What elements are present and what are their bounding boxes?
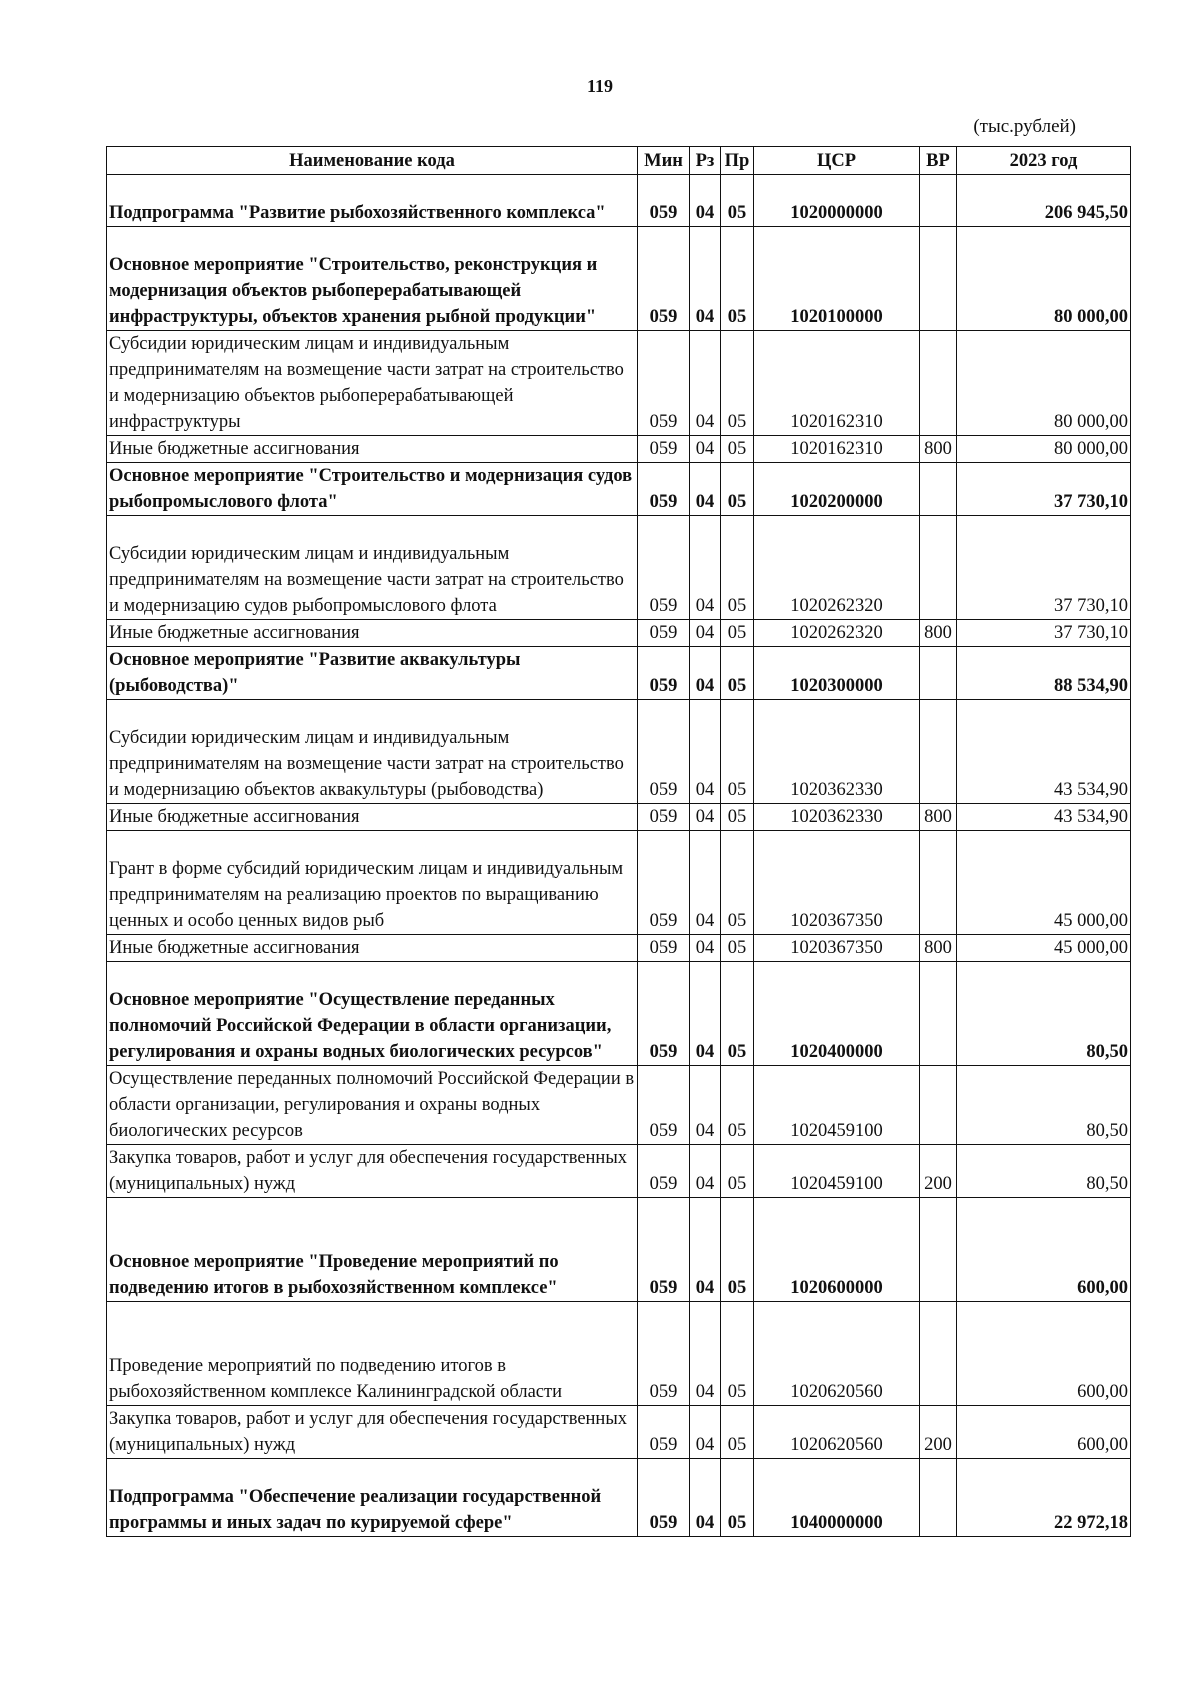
row-pr: 05 <box>721 1302 754 1406</box>
row-rz: 04 <box>690 1198 721 1302</box>
row-pr: 05 <box>721 1459 754 1537</box>
row-csr: 1020367350 <box>754 935 920 962</box>
row-name: Грант в форме субсидий юридическим лицам и индивидуальным предпринимателям на реализацию проектов по выращиванию ценных и особо ценных видов рыб <box>107 831 638 935</box>
table-row <box>107 647 1131 700</box>
table-row <box>107 700 1131 804</box>
row-rz: 04 <box>690 804 721 831</box>
row-vr: 200 <box>920 1145 957 1198</box>
header-pr: Пр <box>721 147 754 175</box>
row-csr: 1020000000 <box>754 175 920 227</box>
header-vr: ВР <box>920 147 957 175</box>
row-rz: 04 <box>690 331 721 436</box>
row-pr: 05 <box>721 620 754 647</box>
table-row <box>107 175 1131 227</box>
row-min: 059 <box>638 175 690 227</box>
row-min: 059 <box>638 1302 690 1406</box>
row-sum: 37 730,10 <box>957 516 1131 620</box>
row-vr: 800 <box>920 935 957 962</box>
row-csr: 1020300000 <box>754 647 920 700</box>
row-min: 059 <box>638 700 690 804</box>
row-sum: 88 534,90 <box>957 647 1131 700</box>
row-rz: 04 <box>690 831 721 935</box>
row-name: Иные бюджетные ассигнования <box>107 436 638 463</box>
table-row <box>107 227 1131 331</box>
row-vr: 800 <box>920 804 957 831</box>
row-name: Субсидии юридическим лицам и индивидуальным предпринимателям на возмещение части затрат на строительство и модернизацию объектов аквакультуры (рыбоводства) <box>107 700 638 804</box>
row-csr: 1020200000 <box>754 463 920 516</box>
row-name: Проведение мероприятий по подведению итогов в рыбохозяйственном комплексе Калининградской области <box>107 1302 638 1406</box>
row-csr: 1020362330 <box>754 700 920 804</box>
row-name: Подпрограмма "Обеспечение реализации государственной программы и иных задач по курируемой сфере" <box>107 1459 638 1537</box>
table-row <box>107 1302 1131 1406</box>
row-csr: 1020100000 <box>754 227 920 331</box>
row-rz: 04 <box>690 227 721 331</box>
row-vr: 800 <box>920 620 957 647</box>
row-rz: 04 <box>690 1066 721 1145</box>
table-row <box>107 516 1131 620</box>
row-csr: 1020262320 <box>754 620 920 647</box>
units-label: (тыс.рублей) <box>973 116 1076 137</box>
row-vr <box>920 331 957 436</box>
row-min: 059 <box>638 1145 690 1198</box>
row-vr: 200 <box>920 1406 957 1459</box>
table-row <box>107 804 1131 831</box>
row-rz: 04 <box>690 175 721 227</box>
row-min: 059 <box>638 935 690 962</box>
row-csr: 1020262320 <box>754 516 920 620</box>
row-vr <box>920 463 957 516</box>
row-sum: 600,00 <box>957 1198 1131 1302</box>
row-sum: 80 000,00 <box>957 331 1131 436</box>
row-sum: 45 000,00 <box>957 935 1131 962</box>
row-rz: 04 <box>690 620 721 647</box>
table-row <box>107 1406 1131 1459</box>
row-sum: 37 730,10 <box>957 620 1131 647</box>
row-min: 059 <box>638 1066 690 1145</box>
table-row <box>107 1145 1131 1198</box>
row-vr <box>920 962 957 1066</box>
row-rz: 04 <box>690 463 721 516</box>
row-pr: 05 <box>721 227 754 331</box>
row-name: Иные бюджетные ассигнования <box>107 935 638 962</box>
table-row <box>107 620 1131 647</box>
row-vr <box>920 700 957 804</box>
row-rz: 04 <box>690 935 721 962</box>
row-sum: 80,50 <box>957 1145 1131 1198</box>
row-min: 059 <box>638 463 690 516</box>
row-sum: 45 000,00 <box>957 831 1131 935</box>
row-vr: 800 <box>920 436 957 463</box>
row-pr: 05 <box>721 831 754 935</box>
row-sum: 80 000,00 <box>957 227 1131 331</box>
row-min: 059 <box>638 620 690 647</box>
row-rz: 04 <box>690 436 721 463</box>
row-name: Закупка товаров, работ и услуг для обеспечения государственных (муниципальных) нужд <box>107 1406 638 1459</box>
row-name: Закупка товаров, работ и услуг для обеспечения государственных (муниципальных) нужд <box>107 1145 638 1198</box>
row-min: 059 <box>638 647 690 700</box>
row-sum: 600,00 <box>957 1406 1131 1459</box>
row-name: Осуществление переданных полномочий Российской Федерации в области организации, регулирования и охраны водных биологических ресурсов <box>107 1066 638 1145</box>
row-vr <box>920 516 957 620</box>
row-min: 059 <box>638 831 690 935</box>
row-csr: 1020162310 <box>754 436 920 463</box>
row-csr: 1020400000 <box>754 962 920 1066</box>
row-csr: 1020162310 <box>754 331 920 436</box>
row-rz: 04 <box>690 700 721 804</box>
header-min: Мин <box>638 147 690 175</box>
row-csr: 1020620560 <box>754 1406 920 1459</box>
header-rz: Рз <box>690 147 721 175</box>
table-row <box>107 1459 1131 1537</box>
row-name: Подпрограмма "Развитие рыбохозяйственного комплекса" <box>107 175 638 227</box>
row-name: Основное мероприятие "Развитие аквакультуры (рыбоводства)" <box>107 647 638 700</box>
row-csr: 1020600000 <box>754 1198 920 1302</box>
row-sum: 80,50 <box>957 962 1131 1066</box>
header-csr: ЦСР <box>754 147 920 175</box>
row-name: Основное мероприятие "Осуществление переданных полномочий Российской Федерации в области организации, регулирования и охраны водных биологических ресурсов" <box>107 962 638 1066</box>
row-min: 059 <box>638 804 690 831</box>
row-vr <box>920 227 957 331</box>
table-row <box>107 935 1131 962</box>
row-name: Основное мероприятие "Строительство и модернизация судов рыбопромыслового флота" <box>107 463 638 516</box>
row-vr <box>920 1198 957 1302</box>
row-name: Основное мероприятие "Строительство, реконструкция и модернизация объектов рыбоперерабатывающей инфраструктуры, объектов хранения рыбной продукции" <box>107 227 638 331</box>
row-csr: 1020620560 <box>754 1302 920 1406</box>
row-min: 059 <box>638 436 690 463</box>
row-name: Субсидии юридическим лицам и индивидуальным предпринимателям на возмещение части затрат на строительство и модернизацию судов рыбопромыслового флота <box>107 516 638 620</box>
row-pr: 05 <box>721 436 754 463</box>
row-pr: 05 <box>721 935 754 962</box>
row-rz: 04 <box>690 647 721 700</box>
row-pr: 05 <box>721 804 754 831</box>
row-vr <box>920 1302 957 1406</box>
table-row <box>107 331 1131 436</box>
table-row <box>107 831 1131 935</box>
row-vr <box>920 647 957 700</box>
row-sum: 80 000,00 <box>957 436 1131 463</box>
page-number: 119 <box>586 76 613 96</box>
row-pr: 05 <box>721 647 754 700</box>
row-pr: 05 <box>721 331 754 436</box>
row-sum: 43 534,90 <box>957 804 1131 831</box>
row-rz: 04 <box>690 1406 721 1459</box>
table-body <box>107 175 1131 1537</box>
row-pr: 05 <box>721 516 754 620</box>
row-min: 059 <box>638 1459 690 1537</box>
row-rz: 04 <box>690 1302 721 1406</box>
row-pr: 05 <box>721 1406 754 1459</box>
row-pr: 05 <box>721 463 754 516</box>
row-rz: 04 <box>690 1459 721 1537</box>
row-sum: 43 534,90 <box>957 700 1131 804</box>
row-rz: 04 <box>690 1145 721 1198</box>
row-min: 059 <box>638 331 690 436</box>
row-vr <box>920 175 957 227</box>
row-sum: 600,00 <box>957 1302 1131 1406</box>
row-csr: 1020459100 <box>754 1145 920 1198</box>
row-pr: 05 <box>721 1198 754 1302</box>
row-vr <box>920 831 957 935</box>
row-vr <box>920 1459 957 1537</box>
row-name: Субсидии юридическим лицам и индивидуальным предпринимателям на возмещение части затрат на строительство и модернизацию объектов рыбоперерабатывающей инфраструктуры <box>107 331 638 436</box>
row-csr: 1020459100 <box>754 1066 920 1145</box>
row-pr: 05 <box>721 1145 754 1198</box>
row-pr: 05 <box>721 1066 754 1145</box>
row-sum: 206 945,50 <box>957 175 1131 227</box>
row-rz: 04 <box>690 516 721 620</box>
table-row <box>107 1198 1131 1302</box>
header-year: 2023 год <box>957 147 1131 175</box>
row-pr: 05 <box>721 175 754 227</box>
row-csr: 1020362330 <box>754 804 920 831</box>
row-min: 059 <box>638 1406 690 1459</box>
row-min: 059 <box>638 516 690 620</box>
row-name: Иные бюджетные ассигнования <box>107 620 638 647</box>
row-name: Иные бюджетные ассигнования <box>107 804 638 831</box>
row-name: Основное мероприятие "Проведение мероприятий по подведению итогов в рыбохозяйственном комплексе" <box>107 1198 638 1302</box>
row-pr: 05 <box>721 962 754 1066</box>
row-rz: 04 <box>690 962 721 1066</box>
row-csr: 1040000000 <box>754 1459 920 1537</box>
table-row <box>107 962 1131 1066</box>
table-row <box>107 463 1131 516</box>
table-row <box>107 1066 1131 1145</box>
row-min: 059 <box>638 1198 690 1302</box>
header-name: Наименование кода <box>107 147 638 175</box>
row-vr <box>920 1066 957 1145</box>
table-header-row <box>107 147 1131 175</box>
budget-table <box>106 146 1131 1537</box>
row-sum: 37 730,10 <box>957 463 1131 516</box>
row-min: 059 <box>638 962 690 1066</box>
row-min: 059 <box>638 227 690 331</box>
row-csr: 1020367350 <box>754 831 920 935</box>
row-sum: 22 972,18 <box>957 1459 1131 1537</box>
table-row <box>107 436 1131 463</box>
row-sum: 80,50 <box>957 1066 1131 1145</box>
row-pr: 05 <box>721 700 754 804</box>
